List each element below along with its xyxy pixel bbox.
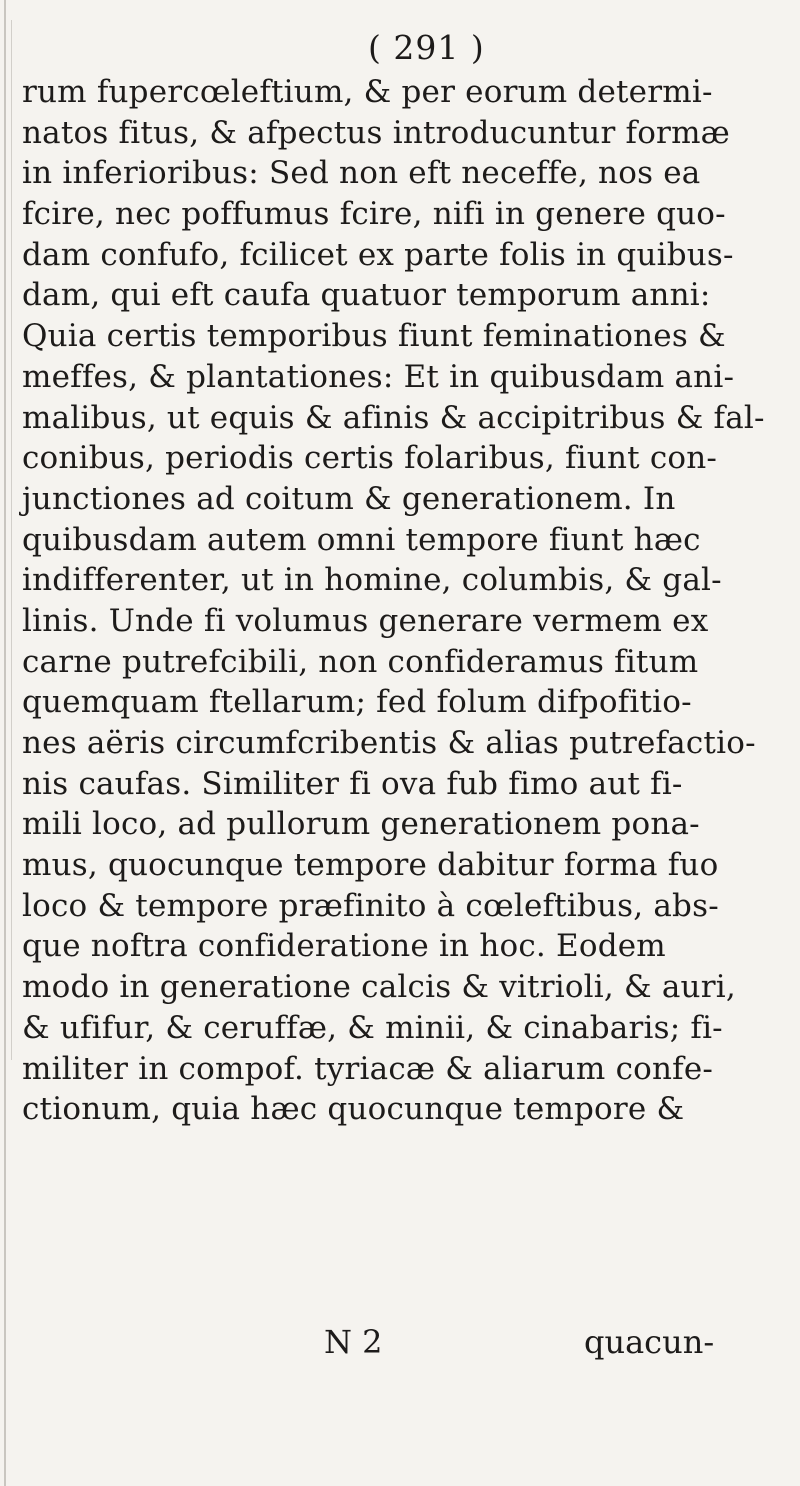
text-line: que noftra confideratione in hoc. Eodem — [22, 928, 666, 965]
text-line: conibus, periodis certis folaribus, fiunt con- — [22, 440, 718, 477]
text-line: modo in generatione calcis & vitrioli, & auri, — [22, 969, 736, 1006]
text-line: quibusdam autem omni tempore fiunt hæc — [22, 521, 701, 558]
text-line: nis caufas. Similiter fi ova fub fimo aut fi- — [22, 765, 683, 802]
text-line: in inferioribus: Sed non eft neceffe, nos ea — [22, 155, 701, 192]
page-number: ( 291 ) — [368, 28, 485, 67]
text-line: linis. Unde fi volumus generare vermem ex — [22, 602, 709, 639]
text-line: indifferenter, ut in homine, columbis, & gal- — [22, 562, 722, 599]
text-line: carne putrefcibili, non confideramus fitum — [22, 643, 699, 680]
text-line: mus, quocunque tempore dabitur forma fuo — [22, 847, 719, 884]
text-line: dam confufo, fcilicet ex parte folis in quibus- — [22, 236, 734, 273]
text-line: quemquam ftellarum; fed folum difpofitio- — [22, 684, 692, 721]
text-line: mili loco, ad pullorum generationem pona- — [22, 806, 700, 843]
text-line: meffes, & plantationes: Et in quibusdam ani- — [22, 358, 735, 395]
text-line: loco & tempore præfinito à cœleftibus, abs- — [22, 887, 719, 924]
text-line: malibus, ut equis & afinis & accipitribus & fal- — [22, 399, 765, 436]
text-line: militer in compof. tyriacæ & aliarum confe- — [22, 1050, 714, 1087]
body-text — [22, 72, 800, 1130]
signature-mark: N 2 — [324, 1323, 383, 1361]
text-line: fcire, nec poffumus fcire, nifi in genere quo- — [22, 196, 726, 233]
text-line: dam, qui eft caufa quatuor temporum anni: — [22, 277, 711, 314]
binding-gutter — [4, 0, 6, 1486]
text-line: rum fupercœleftium, & per eorum determi- — [22, 74, 713, 110]
text-line: Quia certis temporibus fiunt feminationes & — [22, 318, 726, 355]
binding-shadow — [11, 20, 12, 1060]
text-line: ctionum, quia hæc quocunque tempore & — [22, 1091, 685, 1128]
text-line: nes aëris circumfcribentis & alias putrefactio- — [22, 725, 756, 761]
catchword: quacun- — [584, 1323, 715, 1361]
text-line: & ufifur, & ceruffæ, & minii, & cinabaris; fi- — [22, 1009, 723, 1046]
text-line: natos fitus, & afpectus introducuntur formæ — [22, 114, 731, 151]
text-line: junctiones ad coitum & generationem. In — [22, 480, 676, 517]
